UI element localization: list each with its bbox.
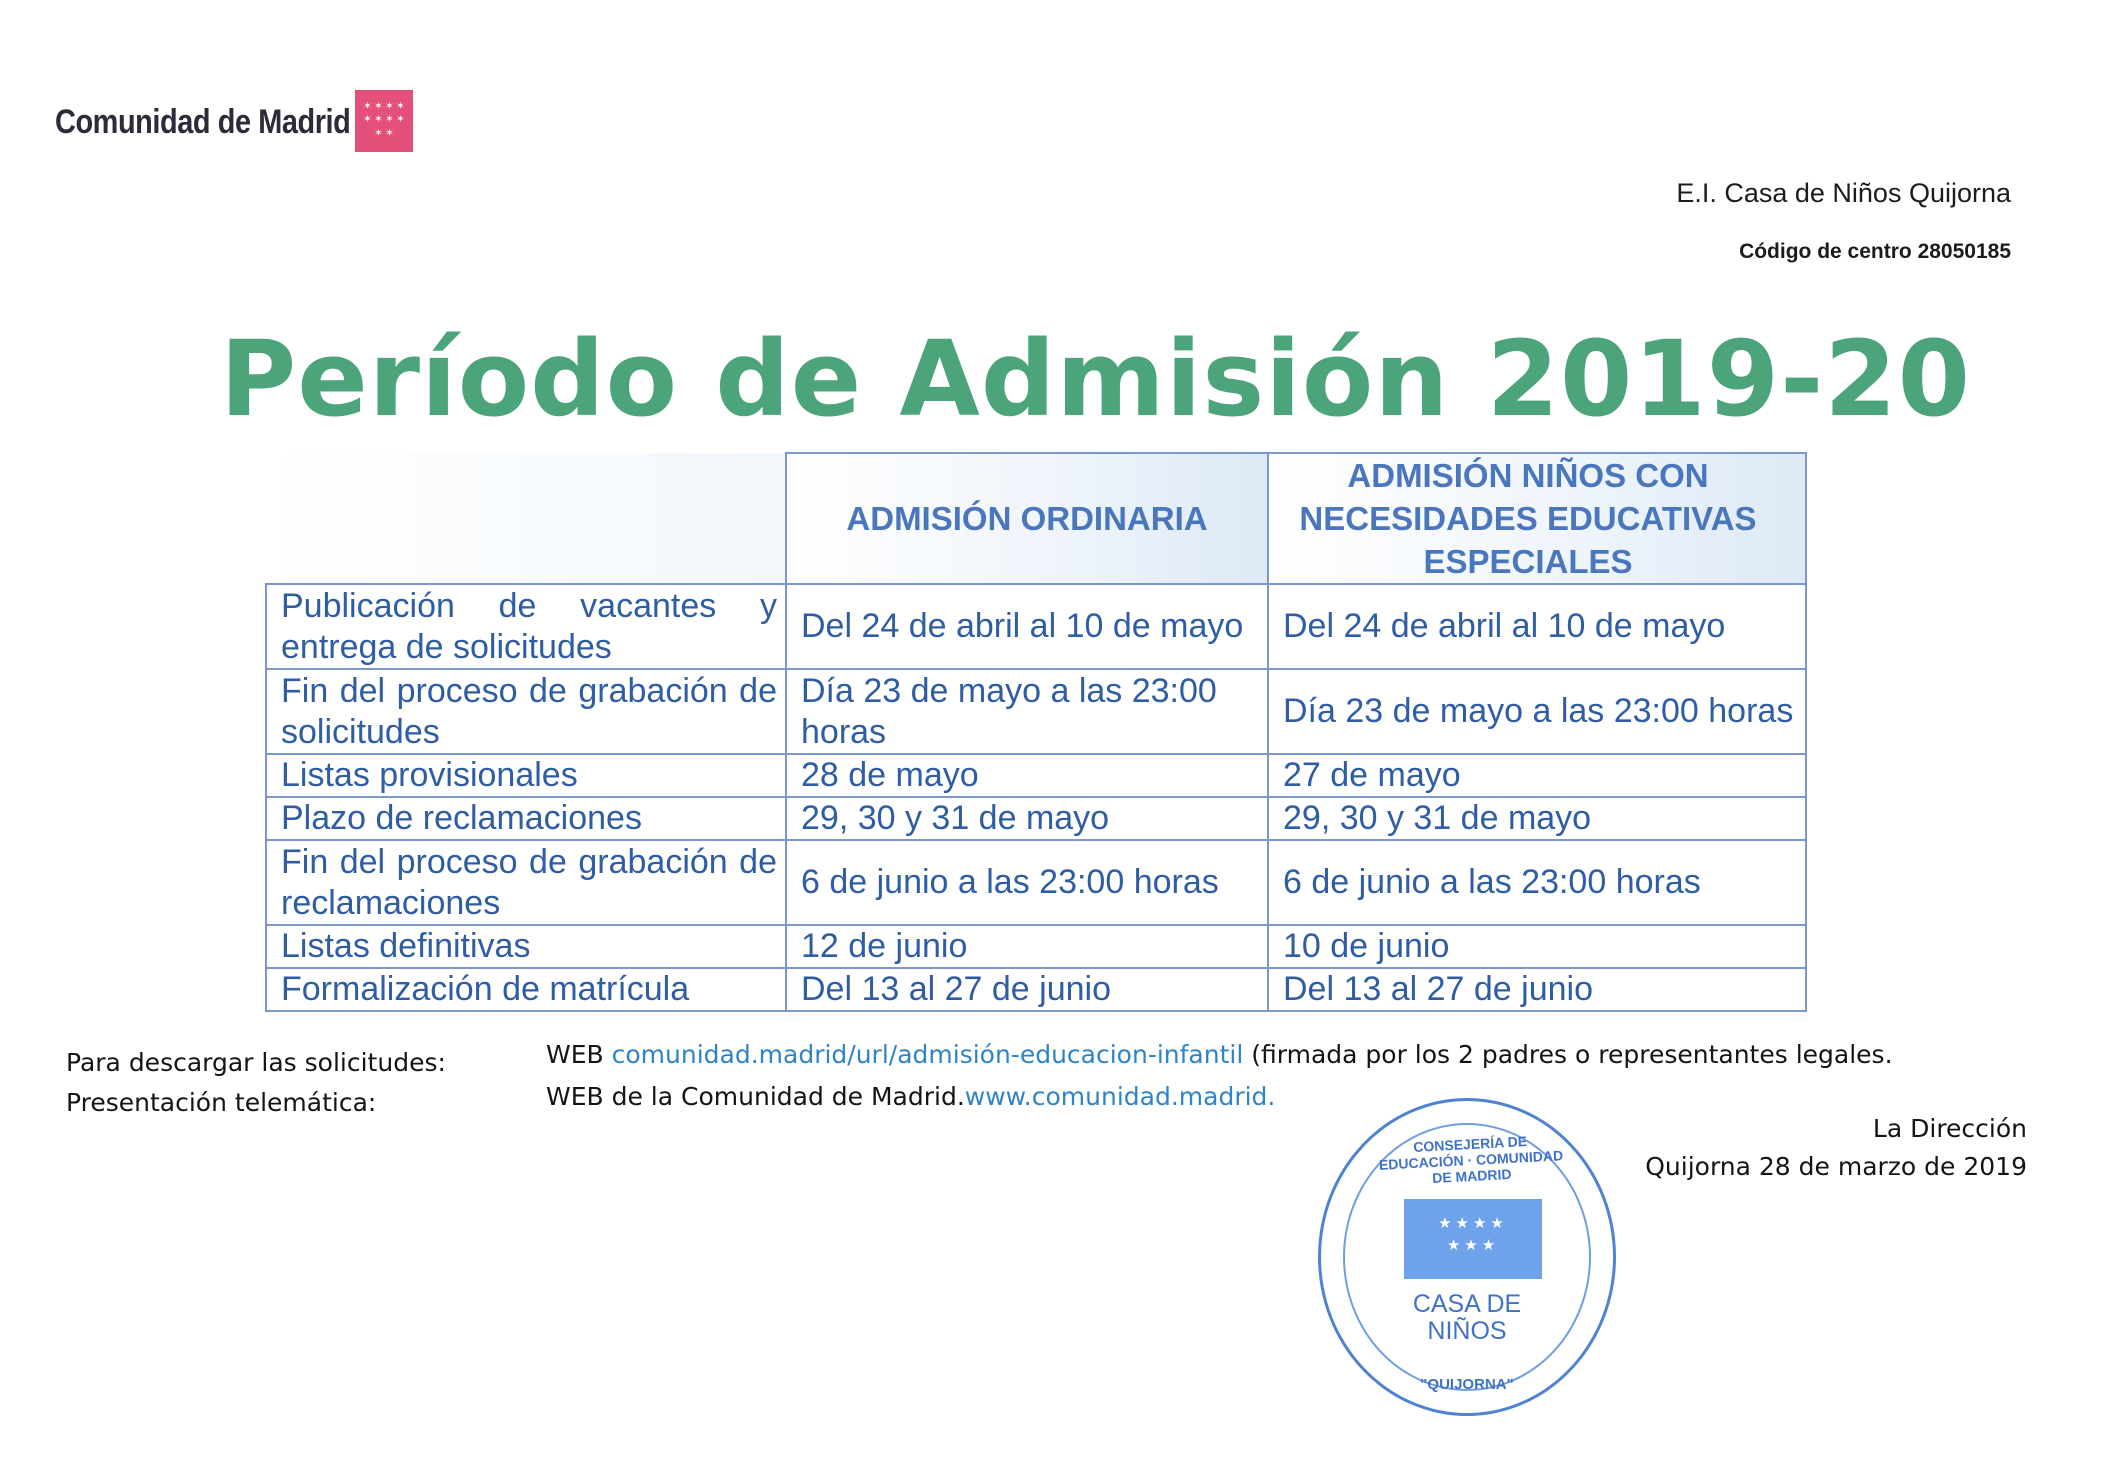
table-row [266, 669, 1806, 754]
page-title: Período de Admisión 2019-20 [220, 318, 1971, 440]
table-row [266, 925, 1806, 968]
comunidad-madrid-logo [55, 92, 403, 152]
admission-schedule-table [265, 452, 1807, 1012]
row-ordinaria: Día 23 de mayo a las 23:00 horas [786, 669, 1268, 754]
stamp-flag-icon: ★★★★ ★★★ [1404, 1199, 1542, 1279]
descargar-label: Para descargar las solicitudes: [66, 1048, 446, 1077]
telematica-line [546, 1082, 1275, 1111]
row-label: Listas provisionales [266, 754, 786, 797]
row-label: Plazo de reclamaciones [266, 797, 786, 840]
row-especiales: 6 de junio a las 23:00 horas [1268, 840, 1806, 925]
table-row [266, 797, 1806, 840]
table-row [266, 754, 1806, 797]
table-header-blank [266, 453, 786, 584]
stamp-bottom-text: "QUIJORNA" [1420, 1376, 1514, 1393]
madrid-flag-icon: ✶ ✶ ✶ ✶ ✶ ✶ ✶ ✶ ✶ ✶ [355, 90, 413, 152]
descargar-prefix: WEB [546, 1040, 604, 1069]
row-especiales: Del 24 de abril al 10 de mayo [1268, 584, 1806, 669]
logo-text: Comunidad de Madrid [55, 102, 351, 141]
telematica-link[interactable]: www.comunidad.madrid. [964, 1082, 1276, 1111]
stamp-text: CASA DE NIÑOS [1412, 1290, 1522, 1345]
table-row [266, 840, 1806, 925]
official-stamp [1318, 1098, 1616, 1416]
row-especiales: 27 de mayo [1268, 754, 1806, 797]
row-ordinaria: 29, 30 y 31 de mayo [786, 797, 1268, 840]
stamp-ring-text: CONSEJERÍA DE EDUCACIÓN · COMUNIDAD DE MADRID [1378, 1133, 1564, 1187]
descargar-link[interactable]: comunidad.madrid/url/admisión-educacion-infantil [611, 1040, 1244, 1069]
table-row [266, 584, 1806, 669]
center-name: E.I. Casa de Niños Quijorna [1676, 178, 2011, 208]
row-label: Fin del proceso de grabación de solicitudes [266, 669, 786, 754]
center-code: Código de centro 28050185 [1739, 240, 2011, 263]
row-label: Formalización de matrícula [266, 968, 786, 1011]
row-ordinaria: Del 13 al 27 de junio [786, 968, 1268, 1011]
col-header-especiales: ADMISIÓN NIÑOS CON NECESIDADES EDUCATIVAS ESPECIALES [1268, 453, 1806, 584]
row-especiales: Del 13 al 27 de junio [1268, 968, 1806, 1011]
telematica-prefix: WEB de la Comunidad de Madrid. [546, 1082, 965, 1111]
row-especiales: 29, 30 y 31 de mayo [1268, 797, 1806, 840]
table-row [266, 968, 1806, 1011]
table-header-row [266, 453, 1806, 584]
row-especiales: Día 23 de mayo a las 23:00 horas [1268, 669, 1806, 754]
row-ordinaria: Del 24 de abril al 10 de mayo [786, 584, 1268, 669]
telematica-label: Presentación telemática: [66, 1088, 377, 1117]
row-label: Fin del proceso de grabación de reclamaciones [266, 840, 786, 925]
col-header-ordinaria: ADMISIÓN ORDINARIA [786, 453, 1268, 584]
row-especiales: 10 de junio [1268, 925, 1806, 968]
date-line: Quijorna 28 de marzo de 2019 [1645, 1152, 2027, 1181]
row-ordinaria: 12 de junio [786, 925, 1268, 968]
row-ordinaria: 6 de junio a las 23:00 horas [786, 840, 1268, 925]
descargar-line [546, 1040, 1893, 1069]
row-label: Listas definitivas [266, 925, 786, 968]
signature: La Dirección [1872, 1114, 2027, 1143]
row-label: Publicación de vacantes y entrega de solicitudes [266, 584, 786, 669]
descargar-note: (firmada por los 2 padres o representantes legales. [1251, 1040, 1893, 1069]
row-ordinaria: 28 de mayo [786, 754, 1268, 797]
